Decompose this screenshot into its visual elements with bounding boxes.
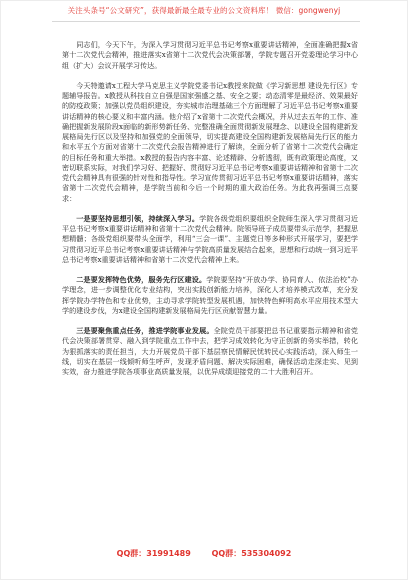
requirement-2-heading: 二是要发挥特色优势，服务先行区建设。	[76, 275, 207, 284]
header-divider	[52, 21, 360, 22]
greeting-paragraph: 同志们，今天下午，为深入学习贯彻习近平总书记考察x重要讲话精神，全面准确把握x省第十二次党代会精神，推进落实x省第十二次党代会决策部署，学院专题召开党委理论学习中心组（扩大）会议开展学习传达。	[62, 40, 358, 70]
requirement-2-text: 学院要坚持“开放办学、协同育人、依法治校”办学理念，进一步调整优化专业结构，突出实践创新能力培养，深化人才培养模式改革，充分发挥学院办学特色和专业优势，主动寻求学院转型发展机遇，加快特色鲜明高水平应用技术型大学的建设步伐，为x建设全国构建新发展格局先行区贡献智慧力量。	[62, 275, 358, 315]
qq-group-1: QQ群：31991489	[116, 549, 191, 558]
promo-banner: 关注头条号“公文研究”，获得最新最全最专业的公文资料库！ 微信：gongwenyj	[67, 6, 341, 15]
requirement-3-heading: 三是要聚焦重点任务，推进学院事业发展。	[76, 326, 214, 335]
report-summary-paragraph: 今天特邀请x工程大学马克思主义学院党委书记x教授来院做《学习新思想 建设先行区》专题辅导报告。x教授从科技自立自强是国家强盛之基、安全之要；动态清零是最经济、效果最好的防疫政策；加强以党员组织建设，夯实城市治理基础三个方面理解了习近平总书记考察x重要讲话精神的核心要义和丰富内涵。他介绍了x省第十二次党代会概况，并从过去五年的工作、准确把握新发展阶段x面临的新形势新任务、完整准确全面贯彻新发展理念、以建设全国构建新发展格局先行区以及坚持和加强党的全面领导，切实提高建设全国构建新发展格局先行区的能力和水平五个方面对省第十二次党代会报告精神进行了解读，全面分析了省第十二次党代会确定的目标任务和重大举措。x教授的报告内容丰富、论述精辟、分析透彻，既有政策理论高度，又密切联系实际，对我们学习好、把握好、贯彻好习近平总书记考察x重要讲话精神和省第十二次党代会精神具有很强的针对性和指导性。学习宣传贯彻习近平总书记考察x重要讲话精神，落实省第十二次党代会精神，是学院当前和今后一个时期的重大政治任务。为此我再强调三点要求：	[62, 80, 358, 203]
requirement-3-paragraph	[62, 326, 358, 377]
requirement-3-text: 全院党员干部要把总书记重要指示精神和省党代会决策部署贯穿、融入到学院重点工作中去，把学习成效转化为守正创新的务实举措，转化为狠抓落实的责任担当，大力开展党员干部下基层察民情解民忧转民心实践活动，深入师生一线，切实在基层一线倾听师生呼声，发现矛盾问题、解决实际困难，确保活动走深走实、见到实效，奋力推进学院各项事业高质量发展，以优异成绩迎接党的二十大胜利召开。	[62, 326, 358, 376]
footer-contacts	[0, 548, 408, 559]
requirement-1-heading: 一是要坚持思想引领，持续深入学习。	[76, 213, 200, 223]
document-body	[62, 40, 358, 377]
qq-group-2: QQ群：535304092	[211, 549, 292, 558]
requirement-1-text: 学院各级党组织要组织全院师生深入学习贯彻习近平总书记考察x重要讲话精神和省第十二次党代会精神。院领导班子成员要带头示范学，把握思想精髓；各级党组织要带头全面学，利用“三会一课”、主题党日等多种形式开展学习，要把学习贯彻习近平总书记考察x重要讲话精神与学院高质量发展结合起来，思想和行动统一到习近平总书记考察x重要讲话精神和省第十二次党代会精神上来。	[62, 213, 358, 264]
requirement-1-paragraph	[62, 214, 358, 265]
requirement-2-paragraph	[62, 275, 358, 316]
